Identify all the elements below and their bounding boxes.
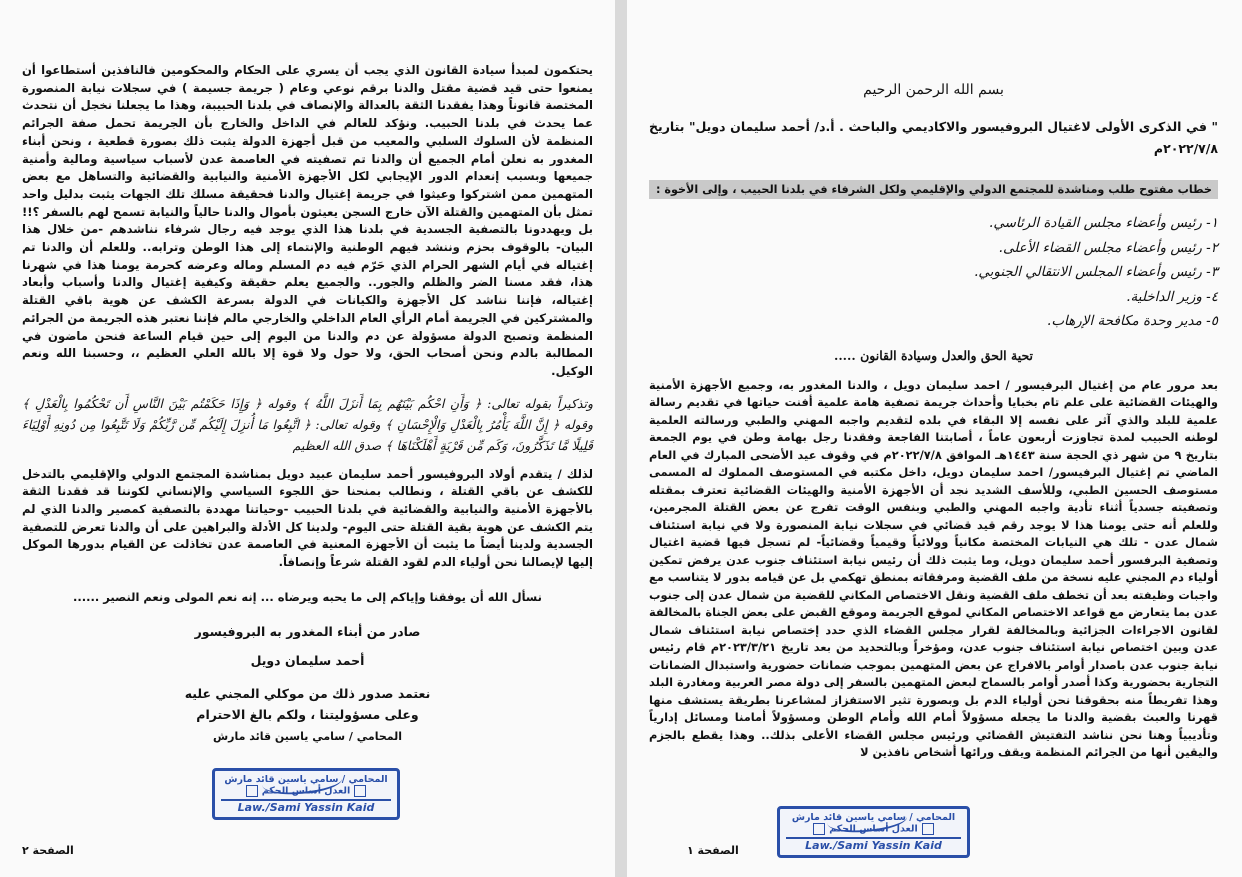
signature-line-5: المحامي / سامي ياسين قائد مارش <box>212 729 403 743</box>
call-paragraph: لذلك / يتقدم أولاد البروفيسور أحمد سليمان عبيد دويل بمناشدة المجتمع الدولي والإقليمي بالتدخل للكشف عن باقي القتلة ، ونطالب بمنحنا حق اللجوء السياسي والإنساني لكوننا قد فقدنا الثقة بالأجهزة الأمنية والنيابية والقضائية في بلدنا الحبيب -وحياتنا مهددة بالتصفية كمصير والدنا الذي لم يتم الكشف عن هوية بقية القتلة حتى اليوم- ولدينا كل الأدلة والبراهين على أن والدنا تعرض للتصفية الجسدية ولدينا أيضاً ما يثبت أن الأجهزة المعنية في العاصمة عدن تخاذلت عن القيام بدورها الموكل إليها لإيصالنا نحن أولياء الدم لقود القتلة شرعاً وإنصافاً. <box>22 466 593 570</box>
recipient-item: ٥- مدير وحدة مكافحة الإرهاب. <box>1047 313 1218 329</box>
recipient-item: ٣- رئيس وأعضاء المجلس الانتقالي الجنوبي. <box>974 264 1218 280</box>
page-number: الصفحة ٢ <box>22 844 74 857</box>
basmala: بسم الله الرحمن الرحيم <box>863 82 1004 98</box>
scale-icon <box>922 823 934 835</box>
greeting: تحية الحق والعدل وسيادة القانون ..... <box>833 347 1034 363</box>
stamp-line-2: العدل أساس الحكم <box>261 785 351 797</box>
stamp-line-2: العدل أساس الحكم <box>829 823 918 835</box>
signature-line-1: صادر من أبناء المغدور به البروفيسور <box>194 623 421 639</box>
scale-icon <box>246 785 258 797</box>
recipients-list <box>649 211 1218 334</box>
closing-prayer: نسأل الله أن يوفقنا وإياكم إلى ما يحبه ويرضاه ... إنه نعم المولى ونعم النصير ...... <box>73 589 542 604</box>
signature-line-4: وعلى مسؤوليتنا ، ولكم بالغ الاحترام <box>196 706 419 722</box>
document-page-2 <box>0 0 615 877</box>
scale-icon <box>813 823 825 835</box>
quran-verses: وتذكيراً بقوله تعالى: ﴿ وَأَنِ احْكُم بَيْنَهُم بِمَا أَنزَلَ اللَّهُ ﴾ وقوله ﴿ وَإِذَا حَكَمْتُم بَيْنَ النَّاسِ أَن تَحْكُمُوا بِالْعَدْلِ ﴾ وقوله ﴿ إِنَّ اللَّهَ يَأْمُرُ بِالْعَدْلِ وَالْإِحْسَانِ ﴾ وقوله تعالى: ﴿ اتَّبِعُوا مَا أُنزِلَ إِلَيْكُم مِّن رَّبِّكُمْ وَلَا تَتَّبِعُوا مِن دُونِهِ أَوْلِيَاءَ قَلِيلًا مَّا تَذَكَّرُونَ، وَكَم مِّن قَرْيَةٍ أَهْلَكْنَاهَا ﴾ صدق الله العظيم <box>22 395 593 453</box>
recipient-item: ٢- رئيس وأعضاء مجلس القضاء الأعلى. <box>998 239 1218 256</box>
scale-icon <box>354 785 366 797</box>
stamp-line-1: المحامي / سامي ياسين قائد مارش <box>224 774 388 785</box>
letter-banner: خطاب مفتوح طلب ومناشدة للمجتمع الدولي والإقليمي ولكل الشرفاء في بلدنا الحبيب ، وإلى الأخوة : <box>649 180 1218 199</box>
recipient-item: ٤- وزير الداخلية. <box>1126 288 1218 305</box>
stamp-line-1: المحامي / سامي ياسين قائد مارش <box>791 812 956 823</box>
memorial-heading: " في الذكرى الأولى لاغتيال البروفيسور والاكاديمي والباحث . أ.د/ أحمد سليمان دويل" بتاريخ ٢٠٢٢/٧/٨م <box>649 119 1218 156</box>
signature-line-2: أحمد سليمان دويل <box>250 652 365 668</box>
stamp-line-3: Law./Sami Yassin Kaid <box>786 837 961 852</box>
signature-line-3: نعتمد صدور ذلك من موكلي المجني عليه <box>184 685 431 701</box>
recipient-item: ١- رئيس وأعضاء مجلس القيادة الرئاسي. <box>989 215 1218 231</box>
body-paragraph: بعد مرور عام من إغتيال البرفيسور / احمد سليمان دويل ، والدنا المغدور به، وجميع الأجهزة الأمنية والهيئات القضائية على علم تام بخبايا وأحداث جريمة تصفية هامة علمية أفنت حياتها في تقديم رسالة علمية للبلد والذي آثر على نفسه إلا البقاء في بلده لتقديم واجبه المهني والطبي ورسالته العلمية لوطنه الحبيب لمدة تجاوزت أربعون عاماً ، أصابتنا الفاجعة وفقدنا رجل بهامة وطن في يوم الجمعة بتاريخ ٩ من شهر ذي الحجة سنة ١٤٤٣هـ الموافق ٢٠٢٢/٧/٨م في وقوف عيد الأضحى المبارك في العام الماضي تم إغتيال البرفيسور/ احمد سليمان دويل، داخل مكتبه في المستوصف المملوك له المسمى مستوصف الحسين الطبي، وللأسف الشديد نجد أن الأجهزة الأمنية والهيئات القضائية تعترف بمقتله وتصفيته جسدياً أثناء تأدية واجبه المهني والطبي وبنفس الوقت تفرج عن بعض القتلة المجرمين، وللعلم أنه حتى يومنا هذا لا يوجد رقم قيد قضائي في سجلات نيابة المنصورة ولا في نيابة استئناف شمال عدن - تلك هي النيابات المختصة مكانياً وولائياً وقيمياً وقضائياً- لم تسجل فيها قضية اغتيال وتصفية البرفسور أحمد سليمان دويل، وما يثبت ذلك أن رئيس نيابة استئناف جنوب عدن يرفض تمكين أولياء دم المجني عليه نسخة من ملف القضية ومرفقاته بمنطق تهكمي بل عن قيامه بدور لا يتناسب مع واجبات وظيفته بعد أن تخطف ملف القضية ونقل الاختصاص المكاني للقضية من شمال عدن إلى جنوب عدن بما يتعارض مع قواعد الاختصاص المكاني لموقع الجريمة وموقع القبض على بعض الجناة بالمخالفة لقانون الاجراءات الجزائية وبالمخالفة لقرار مجلس القضاء الذي حدد إختصاص نيابة استئناف شمال عدن وبين اختصاص نيابة استئناف جنوب عدن، ومؤخراً وبالتحديد من بعد تاريخ ٢٠٢٣/٣/٢١م قام رئيس نيابة جنوب عدن باصدار أوامر بالافراج عن بعض المتهمين بموجب ضمانات حضورية واستبدال الضمانات التجارية بحضورية وكذا أصدر أوامر بالسماح لبعض المتهمين بالسفر إلى دولة مصر العربية ومغادرة البلد وهذا تفريطاً منه بحقوقنا نحن أولياء الدم بل وبصورة تثير الاستفزاز لمشاعرنا بطريقة يستشف منها قهرنا والعبث بقضية والدنا ما يجعله مسؤولاً أمام الله وأمام الوطن ومسؤولاً أمامنا ومسائل إدارياً وتأديبياً وهنا نحن نناشد التفتيش القضائي ورئيس مجلس القضاء الأعلى بذلك.. وهذا يقطع بالجزم واليقين أنها من الجرائم المنظمة ويقف ورائها أشخاص نافذين لا <box>649 377 1218 759</box>
stamp-line-3: Law./Sami Yassin Kaid <box>221 799 391 814</box>
document-page-1 <box>627 0 1242 877</box>
body-paragraph: يحتكمون لمبدأ سيادة القانون الذي يجب أن يسري على الحكام والمحكومين فالنافذين أستطاعوا أن يمنعوا حتى قيد قضية مقتل والدنا برقم نوعي وعام ( جريمة جسيمة ) في سجلات نيابة المنصورة المختصة قانوناً وهذا يفقدنا الثقة بالعدالة والإنصاف في بلدنا الحبيبة، وهذا ما يجعلنا نخجل أن نتحدث عما يحدث في بلدنا الحبيب. ونؤكد للعالم في الداخل والخارج بأن الجريمة تحمل صفة الجرائم المنظمة لأن السلوك السلبي والمعيب من قبل أجهزة الدولة يثبت ذلك بصورة قطعية ، ونحن أبناء المغدور به نعلن أمام الجميع أن والدنا تم تصفيته في العاصمة عدن لأسباب سياسية ومالية وأمنية جميعها وبسبب إنعدام الدور الإيجابي لكل الأجهزة الأمنية والنيابية والقضائية والتساهل مع بعض المتهمين ممن اشتركوا وعيثوا في جريمة إغتيال والدنا فحقيقة مسلك تلك الجهات يثبت بدليل واحد تمثل بأن المتهمين والقتلة الآن خارج السجن يعيثون بأموال والدنا حالياً والنيابة تسمح لهم بالسفر ؟!! بل ويهددونا بالتصفية الجسدية في بلدنا هذا الذي يوجد فيه رجال شرفاء نناشدهم -من خلال هذا البيان- بالوقوف بحزم وننشد فيهم الوطنية والإنتماء إلى هذا الوطن وترابه.. وللعلم أن والدنا تم إغتياله في أيام الشهر الحرام الذي حَرّم فيه دم المسلم وماله وعرضه كحرمة يومنا هذا في شهرنا هذا، فقد مسنا الضر والظلم والجور.. والجميع يعلم حقيقة وكيفية إغتيال والدنا وأسباب وأبعاد إغتياله، فإننا نناشد كل الأجهزة والكيانات في الدولة بسرعة الكشف عن هوية باقي القتلة والمشتركين في الجريمة أمام الرأي العام الداخلي والخارجي مالم فإننا نعتبر هذه الجريمة من الجرائم المنظمة وتصبح الدولة مسؤولة عن دم والدنا من اليوم إلى حين قيام الساعة فنحن ماضون في المطالبة بالدم ونحن أصحاب الحق، ولا حول ولا قوة إلا بالله العلي العظيم ،، وحسبنا الله ونعم الوكيل. <box>22 63 593 378</box>
page-number: الصفحة ١ <box>687 844 739 857</box>
